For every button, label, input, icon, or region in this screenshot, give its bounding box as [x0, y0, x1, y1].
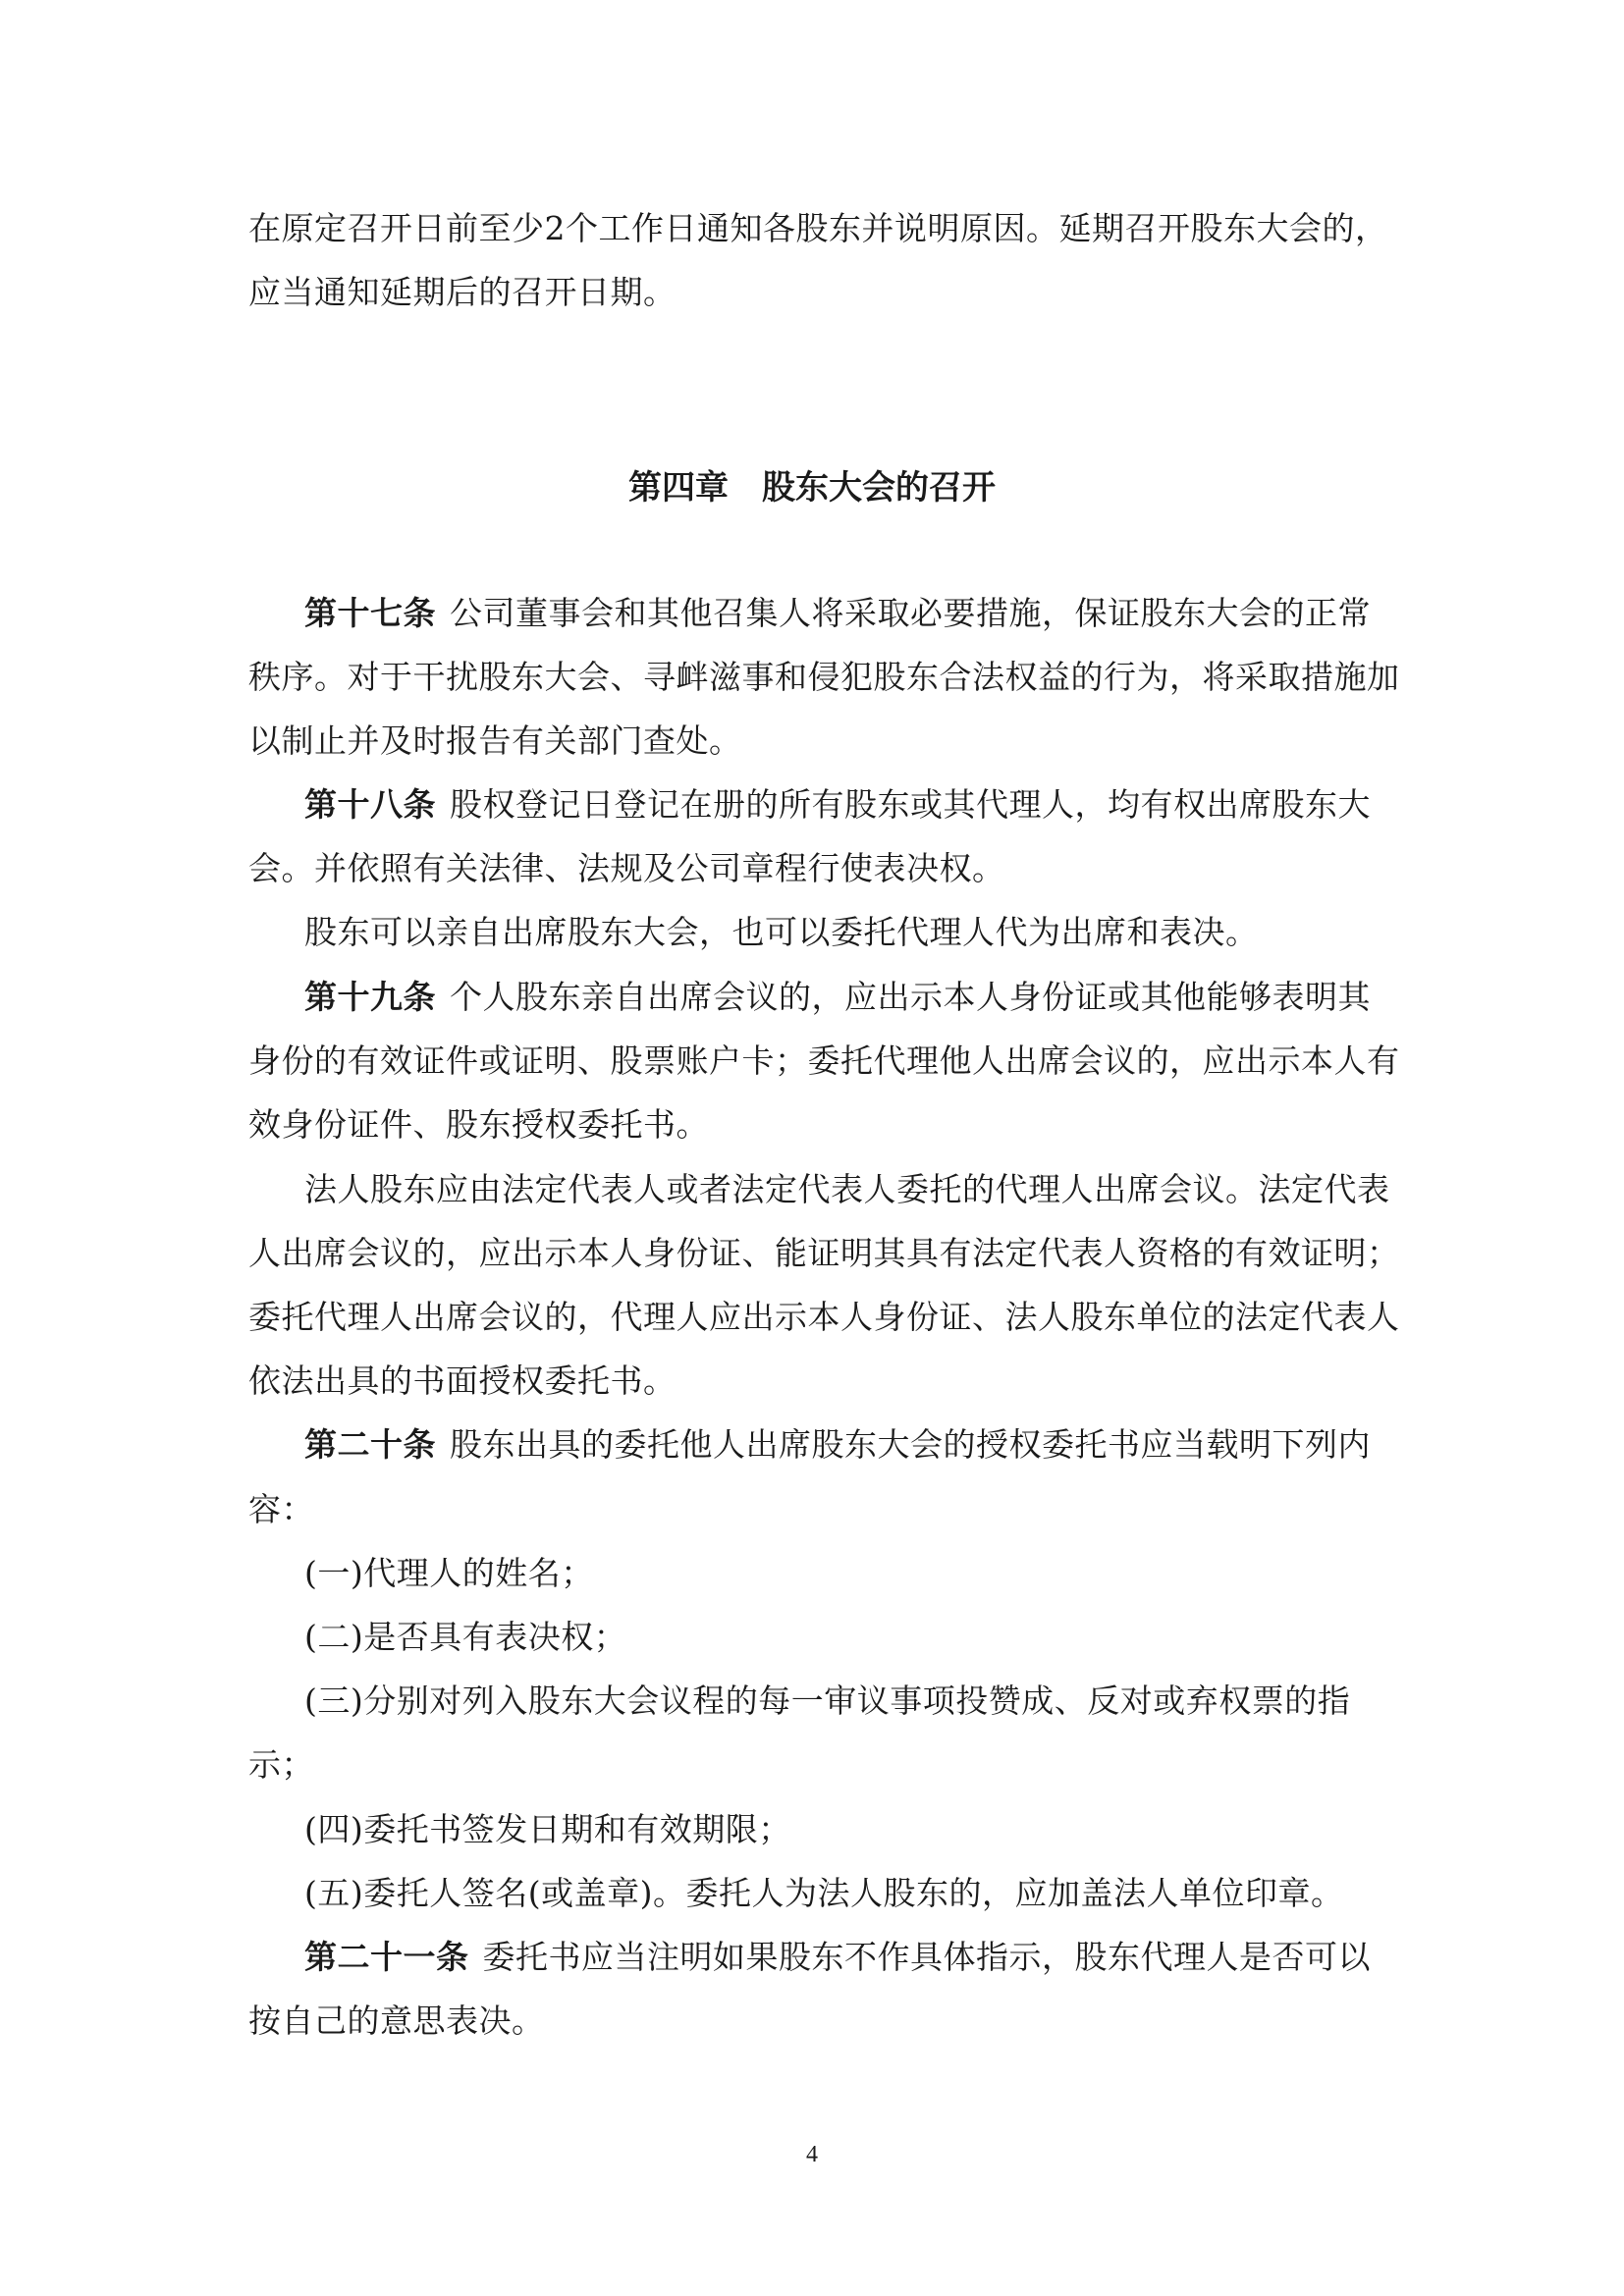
- list-item: (四)委托书签发日期和有效期限；: [304, 1810, 791, 1848]
- page-number: 4: [806, 2142, 818, 2167]
- article-18-first-line: [304, 785, 1371, 825]
- paragraph-text: 委托书应当注明如果股东不作具体指示，股东代理人是否可以: [482, 1938, 1371, 1976]
- article-label: 第二十一条: [304, 1938, 469, 1976]
- article-label: 第十九条: [304, 978, 436, 1016]
- paragraph-line: 效身份证件、股东授权委托书。: [248, 1105, 709, 1144]
- paragraph-line: 在原定召开日前至少2个工作日通知各股东并说明原因。延期召开股东大会的，: [248, 209, 1388, 247]
- list-item: (五)委托人签名(或盖章)。委托人为法人股东的，应加盖法人单位印章。: [304, 1874, 1344, 1912]
- paragraph-line: 股东可以亲自出席股东大会，也可以委托代理人代为出席和表决。: [304, 913, 1259, 951]
- article-17-first-line: [304, 594, 1371, 633]
- paragraph-line: 身份的有效证件或证明、股票账户卡；委托代理他人出席会议的，应出示本人有: [248, 1041, 1400, 1080]
- paragraph-text: 股权登记日登记在册的所有股东或其代理人，均有权出席股东大: [450, 785, 1371, 824]
- article-label: 第二十条: [304, 1425, 436, 1464]
- paragraph-line: 容：: [248, 1490, 314, 1528]
- paragraph-line: 秩序。对于干扰股东大会、寻衅滋事和侵犯股东合法权益的行为，将采取措施加: [248, 658, 1400, 696]
- list-item-continuation: 示；: [248, 1745, 314, 1784]
- paragraph-text: 公司董事会和其他召集人将采取必要措施，保证股东大会的正常: [450, 594, 1371, 632]
- paragraph-line: 会。并依照有关法律、法规及公司章程行使表决权。: [248, 849, 1005, 887]
- paragraph-line: 委托代理人出席会议的，代理人应出示本人身份证、法人股东单位的法定代表人: [248, 1298, 1400, 1336]
- paragraph-line: 人出席会议的，应出示本人身份证、能证明其具有法定代表人资格的有效证明；: [248, 1234, 1400, 1272]
- paragraph-text: 个人股东亲自出席会议的，应出示本人身份证或其他能够表明其: [450, 978, 1371, 1016]
- chapter-title: 第四章 股东大会的召开: [628, 468, 996, 507]
- paragraph-line: 依法出具的书面授权委托书。: [248, 1362, 677, 1400]
- paragraph-line: 以制止并及时报告有关部门查处。: [248, 721, 742, 760]
- article-20-first-line: [304, 1425, 1371, 1465]
- paragraph-line: 法人股东应由法定代表人或者法定代表人委托的代理人出席会议。法定代表: [304, 1170, 1390, 1208]
- list-item: (二)是否具有表决权；: [304, 1618, 627, 1656]
- paragraph-line: 按自己的意思表决。: [248, 2002, 545, 2040]
- paragraph-line: 应当通知延期后的召开日期。: [248, 273, 677, 311]
- article-21-first-line: [304, 1938, 1371, 1977]
- list-item: (三)分别对列入股东大会议程的每一审议事项投赞成、反对或弃权票的指: [304, 1682, 1351, 1720]
- article-19-first-line: [304, 978, 1371, 1017]
- paragraph-text: 股东出具的委托他人出席股东大会的授权委托书应当载明下列内: [450, 1425, 1371, 1464]
- article-label: 第十八条: [304, 785, 436, 824]
- list-item: (一)代理人的姓名；: [304, 1554, 594, 1592]
- article-label: 第十七条: [304, 594, 436, 632]
